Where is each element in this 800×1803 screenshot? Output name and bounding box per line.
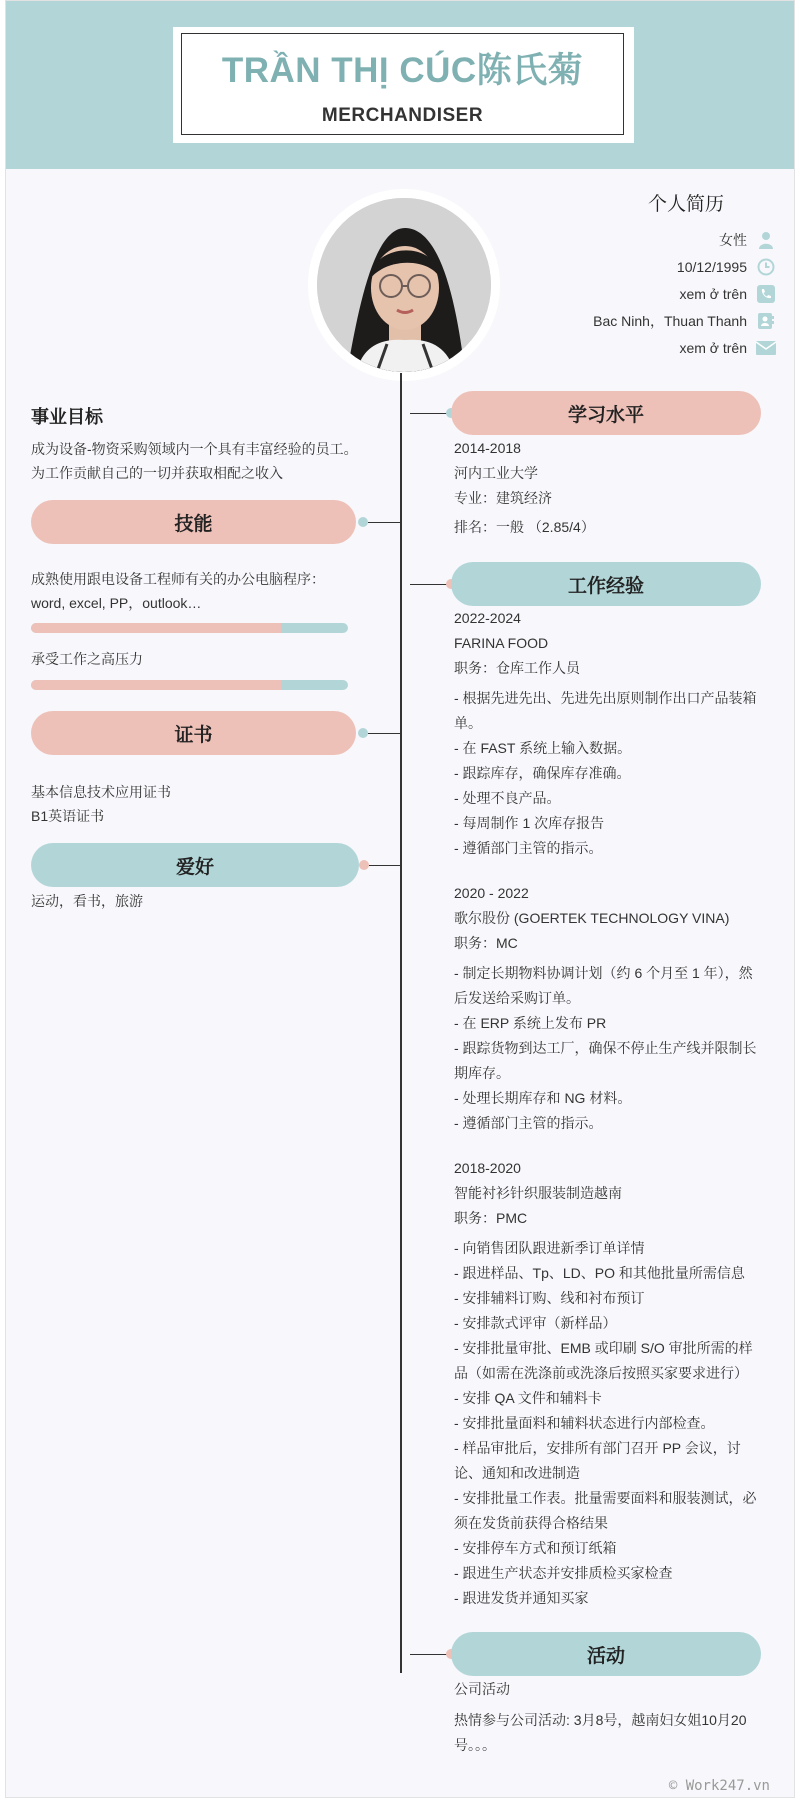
job-1-duty: - 处理不良产品。: [454, 790, 561, 806]
address-value: Bac Ninh，Thuan Thanh: [593, 312, 747, 329]
skill-1-line-1: 成熟使用跟电设备工程师有关的办公电脑程序：: [31, 571, 325, 587]
hobbies-text: 运动，看书，旅游: [31, 893, 143, 909]
certificates-connector: [368, 733, 400, 734]
phone-row: [593, 280, 776, 307]
objective-line-1: 成为设备-物资采购领域内一个具有丰富经验的员工。: [31, 441, 358, 457]
hobbies-heading: 爱好: [31, 843, 359, 887]
resume-page: [5, 0, 795, 1798]
job-2-duty: - 跟踪货物到达工厂，确保不停止生产线并限制长期库存。: [454, 1040, 757, 1081]
job-3-duty: - 安排款式评审（新样品）: [454, 1315, 617, 1331]
job-3-company: 智能衬衫针织服装制造越南: [454, 1185, 622, 1201]
watermark: © Work247.vn: [668, 1778, 770, 1794]
gender-row: [593, 226, 776, 253]
skill-2-label: 承受工作之高压力: [31, 651, 143, 667]
activities-heading: 活动: [451, 1632, 761, 1676]
job-1-duty: - 每周制作 1 次库存报告: [454, 815, 605, 831]
certificate-1: 基本信息技术应用证书: [31, 784, 171, 800]
job-3-duty: - 安排批量审批、EMB 或印刷 S/O 审批所需的样品（如需在洗涤前或洗涤后按照买家要求进行）: [454, 1340, 753, 1381]
job-1-duty: - 遵循部门主管的指示。: [454, 840, 603, 856]
job-3-duty: - 跟进样品、Tp、LD、PO 和其他批量所需信息: [454, 1265, 745, 1281]
education-major: 专业：建筑经济: [454, 490, 552, 506]
address-row: [593, 307, 776, 334]
education-connector: [410, 413, 450, 414]
certificates-heading: 证书: [31, 711, 356, 755]
address-card-icon: [756, 311, 776, 331]
job-2-duty: - 处理长期库存和 NG 材料。: [454, 1090, 632, 1106]
job-2-period: 2020 - 2022: [454, 885, 529, 901]
education-rank: 排名：一般 （2.85/4）: [454, 519, 595, 535]
job-3-duty: - 安排批量面料和辅料状态进行内部检查。: [454, 1415, 715, 1431]
education-school: 河内工业大学: [454, 465, 538, 481]
birthday-row: [593, 253, 776, 280]
skills-dot: [358, 517, 368, 527]
timeline-line: [400, 373, 402, 1673]
email-value: xem ở trên: [679, 339, 747, 356]
objective-line-2: 为工作贡献自己的一切并获取相配之收入: [31, 465, 283, 481]
skill-1-bar: [31, 623, 348, 633]
activities-connector: [410, 1654, 450, 1655]
job-2-duty: - 制定长期物料协调计划（约 6 个月至 1 年），然后发送给采购订单。: [454, 965, 753, 1006]
phone-value: xem ở trên: [679, 285, 747, 302]
certificate-2: B1英语证书: [31, 808, 105, 824]
education-block: [454, 436, 764, 540]
skills-connector: [368, 522, 400, 523]
job-3-duty: - 安排 QA 文件和辅料卡: [454, 1390, 602, 1406]
skill-1-line-2: word, excel, PP，outlook…: [31, 595, 202, 611]
email-row: [593, 334, 776, 361]
avatar: [317, 198, 491, 372]
job-3-duty: - 安排辅料订购、线和衬布预订: [454, 1290, 645, 1306]
title-box: [173, 27, 634, 143]
job-1-duty: - 根据先进先出、先进先出原则制作出口产品装箱单。: [454, 690, 757, 731]
header-band: [6, 1, 795, 169]
hobbies-dot: [359, 860, 369, 870]
education-period: 2014-2018: [454, 440, 521, 456]
birthday-value: 10/12/1995: [676, 258, 747, 275]
personal-info-title: 个人简历: [647, 194, 724, 215]
phone-icon: [756, 284, 776, 304]
activities-block: [454, 1677, 764, 1758]
job-1-duty: - 在 FAST 系统上输入数据。: [454, 740, 632, 756]
job-3-duties: [454, 1236, 764, 1611]
portrait-image: [317, 198, 491, 372]
education-heading: 学习水平: [451, 391, 761, 435]
certificates-dot: [358, 728, 368, 738]
job-3-duty: - 安排批量工作表。批量需要面料和服装测试，必须在发货前获得合格结果: [454, 1490, 757, 1531]
skill-2-bar: [31, 680, 348, 690]
personal-info: [593, 189, 776, 361]
job-2-duties: [454, 961, 764, 1136]
envelope-icon: [756, 338, 776, 358]
job-2-duty: - 遵循部门主管的指示。: [454, 1115, 603, 1131]
job-2-duty: - 在 ERP 系统上发布 PR: [454, 1015, 607, 1031]
job-2-company: 歌尔股份 (GOERTEK TECHNOLOGY VINA): [454, 910, 730, 926]
job-2-position: 职务：MC: [454, 935, 518, 951]
experience-heading: 工作经验: [451, 562, 761, 606]
job-1-position: 职务：仓库工作人员: [454, 660, 580, 676]
skill-1-bar-fill: [31, 623, 281, 633]
job-1-duty: - 跟踪库存，确保库存准确。: [454, 765, 631, 781]
job-3-position: 职务：PMC: [454, 1210, 528, 1226]
skills-heading: 技能: [31, 500, 356, 544]
job-3-duty: - 向销售团队跟进新季订单详情: [454, 1240, 645, 1256]
skill-2-bar-fill: [31, 680, 281, 690]
user-icon: [756, 230, 776, 250]
activities-title: 公司活动: [454, 1681, 510, 1697]
job-1-duties: [454, 686, 764, 861]
gender-value: 女性: [719, 231, 747, 248]
title-frame: [181, 33, 624, 135]
hobbies-connector: [369, 865, 400, 866]
job-3-duty: - 样品审批后，安排所有部门召开 PP 会议，讨论、通知和改进制造: [454, 1440, 741, 1481]
job-1-period: 2022-2024: [454, 610, 521, 626]
clock-icon: [756, 257, 776, 277]
job-3-duty: - 跟进生产状态并安排质检买家检查: [454, 1565, 673, 1581]
experience-block: [454, 606, 764, 1611]
job-3-period: 2018-2020: [454, 1160, 521, 1176]
job-3-duty: - 跟进发货并通知买家: [454, 1590, 589, 1606]
experience-connector: [410, 584, 450, 585]
activities-text: 热情参与公司活动: 3月8号，越南妇女姐10月20号。。。: [454, 1712, 747, 1753]
candidate-name: TRẦN THỊ CÚC陈氏菊: [221, 51, 584, 90]
job-3-duty: - 安排停车方式和预订纸箱: [454, 1540, 617, 1556]
candidate-role: MERCHANDISER: [321, 105, 484, 126]
objective-heading: 事业目标: [31, 407, 103, 427]
job-1-company: FARINA FOOD: [454, 635, 549, 651]
